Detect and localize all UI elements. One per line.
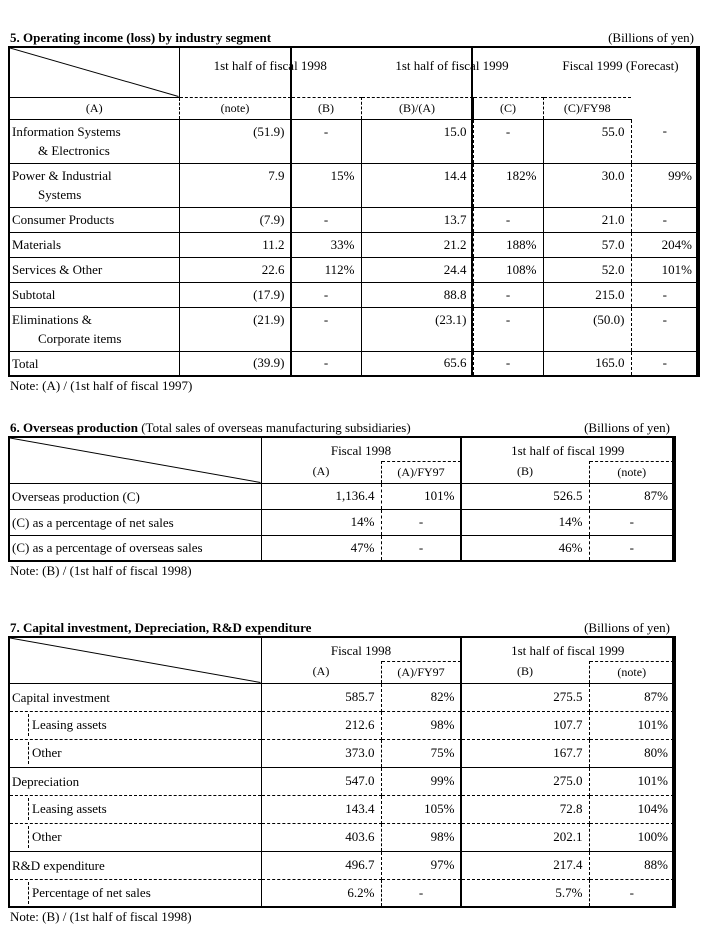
table-row <box>9 307 699 351</box>
value-cell: (21.9) <box>179 307 291 351</box>
value-cell: - <box>381 535 461 561</box>
diagonal-line-icon <box>10 438 261 483</box>
subheader-cell: (C) <box>473 97 543 119</box>
value-cell: - <box>631 119 699 163</box>
table-row <box>9 535 675 561</box>
table-row <box>9 683 675 711</box>
value-cell: - <box>629 884 634 900</box>
value-cell: (7.9) <box>179 207 291 232</box>
value-cell: 182% <box>473 163 543 207</box>
subheader-cell: (A) <box>261 661 381 683</box>
value-cell: 11.2 <box>179 232 291 257</box>
section-subtitle: (Total sales of overseas manufacturing subsidiaries) <box>141 420 411 435</box>
value-cell: 87% <box>589 683 675 711</box>
row-label-text: R&D expenditure <box>12 857 105 873</box>
header-diagonal-cell <box>9 437 261 483</box>
value-cell: 275.5 <box>461 683 589 711</box>
value-cell: 14% <box>461 509 589 535</box>
value-cell: - <box>381 509 461 535</box>
value-cell: 22.6 <box>179 257 291 282</box>
value-cell: 167.7 <box>461 739 589 767</box>
value-cell: 14% <box>261 509 381 535</box>
value-cell: 104% <box>589 795 675 823</box>
value-cell: - <box>631 351 699 376</box>
value-cell: 101% <box>381 483 461 509</box>
row-label-line1: Power & Industrial <box>12 168 112 183</box>
overseas-production-table <box>8 436 676 562</box>
value-cell: 526.5 <box>461 483 589 509</box>
value-cell: - <box>473 351 543 376</box>
table-row <box>9 282 699 307</box>
row-label <box>9 163 179 207</box>
section-title: 6. Overseas production (Total sales of overseas manufacturing subsidiaries) <box>10 420 411 435</box>
value-cell: 75% <box>381 739 461 767</box>
value-cell: - <box>629 539 634 555</box>
table-row <box>9 207 699 232</box>
row-label <box>9 282 179 307</box>
row-label <box>9 683 261 711</box>
table-row <box>9 351 699 376</box>
subheader-cell: (A)/FY97 <box>381 461 461 483</box>
value-cell: 112% <box>291 257 361 282</box>
value-cell: 217.4 <box>461 851 589 879</box>
value-cell: 101% <box>589 767 675 795</box>
value-cell: (23.1) <box>361 307 473 351</box>
value-cell: 80% <box>589 739 675 767</box>
value-cell: 496.7 <box>261 851 381 879</box>
row-label-text: Depreciation <box>12 773 80 789</box>
operating-income-table <box>8 46 700 377</box>
value-cell: 547.0 <box>261 767 381 795</box>
row-label <box>9 207 179 232</box>
units-label: (Billions of yen) <box>584 620 670 635</box>
row-label-text: (C) as a percentage of overseas sales <box>12 540 203 556</box>
table-note: Note: (A) / (1st half of fiscal 1997) <box>10 378 193 393</box>
value-cell: (50.0) <box>543 307 631 351</box>
table-row <box>9 767 675 795</box>
row-label <box>9 307 179 351</box>
value-cell: 55.0 <box>543 119 631 163</box>
section-title: 7. Capital investment, Depreciation, R&D expenditure <box>10 620 312 635</box>
row-label-line2: & Electronics <box>38 143 110 158</box>
value-cell: 47% <box>261 535 381 561</box>
value-cell: 98% <box>381 711 461 739</box>
subheader-cell: (B) <box>461 661 589 683</box>
subheader-cell: (A)/FY97 <box>381 661 461 683</box>
capital-investment-table <box>8 636 676 908</box>
value-cell: 7.9 <box>179 163 291 207</box>
row-label-text: Capital investment <box>12 689 110 705</box>
value-cell: 65.6 <box>361 351 473 376</box>
group-header: Fiscal 1998 <box>261 437 461 461</box>
value-cell: 188% <box>473 232 543 257</box>
value-cell: 13.7 <box>361 207 473 232</box>
table-row <box>9 879 675 907</box>
value-cell: 52.0 <box>543 257 631 282</box>
row-label-text: Other <box>32 829 62 844</box>
row-label <box>9 711 261 739</box>
value-cell: 105% <box>381 795 461 823</box>
value-cell: 99% <box>631 163 699 207</box>
value-cell: - <box>291 207 361 232</box>
row-label <box>9 232 179 257</box>
value-cell: 82% <box>381 683 461 711</box>
value-cell: 46% <box>461 535 589 561</box>
section-overseas-production <box>8 420 674 579</box>
row-label <box>9 351 179 376</box>
value-cell: 143.4 <box>261 795 381 823</box>
value-cell: 101% <box>631 257 699 282</box>
section-title: 5. Operating income (loss) by industry segment <box>10 30 272 45</box>
row-label-text: Leasing assets <box>32 717 107 732</box>
subheader-cell: (note) <box>589 661 675 683</box>
row-label <box>9 795 261 823</box>
value-cell: 30.0 <box>543 163 631 207</box>
table-row <box>9 119 699 163</box>
section-header <box>8 620 674 636</box>
value-cell: 403.6 <box>261 823 381 851</box>
value-cell: - <box>473 282 543 307</box>
value-cell: (17.9) <box>179 282 291 307</box>
subheader-cell: (B) <box>291 97 361 119</box>
subheader-cell: (A) <box>9 97 179 119</box>
table-row <box>9 823 675 851</box>
group-header: 1st half of fiscal 1999 <box>511 443 625 459</box>
table-row <box>9 739 675 767</box>
value-cell: 15% <box>291 163 361 207</box>
value-cell: 14.4 <box>361 163 473 207</box>
value-cell: 88% <box>589 851 675 879</box>
row-label-line1: Services & Other <box>12 262 103 277</box>
value-cell: 97% <box>381 851 461 879</box>
table-row <box>9 483 675 509</box>
value-cell: 98% <box>381 823 461 851</box>
value-cell: 24.4 <box>361 257 473 282</box>
subheader-cell: (B)/(A) <box>361 97 473 119</box>
value-cell: 204% <box>631 232 699 257</box>
table-row <box>9 851 675 879</box>
value-cell: (39.9) <box>179 351 291 376</box>
row-label-line2: Systems <box>38 187 82 202</box>
value-cell: - <box>631 307 699 351</box>
value-cell: - <box>291 307 361 351</box>
row-label <box>9 257 179 282</box>
value-cell: - <box>473 207 543 232</box>
row-label <box>9 767 261 795</box>
row-label <box>9 483 261 509</box>
row-label-line1: Consumer Products <box>12 212 115 227</box>
value-cell: 275.0 <box>461 767 589 795</box>
section-header <box>8 30 698 46</box>
value-cell: 88.8 <box>361 282 473 307</box>
group-header: Fiscal 1998 <box>261 637 461 661</box>
header-diagonal-cell <box>9 47 179 97</box>
row-label-text: Overseas production (C) <box>12 488 140 504</box>
value-cell: 15.0 <box>361 119 473 163</box>
value-cell: 87% <box>589 483 675 509</box>
value-cell: 21.0 <box>543 207 631 232</box>
row-label-line1: Information Systems <box>12 124 121 139</box>
table-row <box>9 257 699 282</box>
row-label <box>9 823 261 851</box>
diagonal-line-icon <box>10 638 261 683</box>
value-cell: 107.7 <box>461 711 589 739</box>
row-label-text: Other <box>32 745 62 760</box>
group-header: 1st half of fiscal 1998 <box>213 58 327 73</box>
value-cell: 99% <box>381 767 461 795</box>
section-capital-investment <box>8 620 674 925</box>
row-label <box>9 851 261 879</box>
units-label: (Billions of yen) <box>584 420 670 435</box>
row-label <box>9 535 261 561</box>
row-label-line1: Materials <box>12 237 62 252</box>
value-cell: 72.8 <box>461 795 589 823</box>
row-label-text: (C) as a percentage of net sales <box>12 514 174 530</box>
subheader-cell: (A) <box>261 461 381 483</box>
diagonal-line-icon <box>10 48 179 97</box>
row-label <box>9 509 261 535</box>
subheader-cell: (note) <box>589 461 675 483</box>
value-cell: 212.6 <box>261 711 381 739</box>
row-label <box>9 739 261 767</box>
value-cell: 165.0 <box>543 351 631 376</box>
value-cell: - <box>631 207 699 232</box>
subheader-cell: (C)/FY98 <box>543 97 631 119</box>
row-label-line1: Eliminations & <box>12 312 92 327</box>
row-label-line1: Subtotal <box>12 287 56 302</box>
table-row <box>9 232 699 257</box>
value-cell: - <box>473 307 543 351</box>
group-header: 1st half of fiscal 1999 <box>395 58 509 73</box>
section-header <box>8 420 674 436</box>
value-cell: 373.0 <box>261 739 381 767</box>
row-label-text: Leasing assets <box>32 801 107 816</box>
value-cell: 21.2 <box>361 232 473 257</box>
value-cell: - <box>291 282 361 307</box>
table-row <box>9 795 675 823</box>
group-header: 1st half of fiscal 1999 <box>511 643 625 659</box>
value-cell: 101% <box>589 711 675 739</box>
row-label-line1: Total <box>12 355 39 371</box>
row-label-line2: Corporate items <box>38 331 122 346</box>
value-cell: - <box>589 509 675 535</box>
value-cell: 5.7% <box>461 879 589 907</box>
value-cell: 202.1 <box>461 823 589 851</box>
value-cell: 33% <box>291 232 361 257</box>
units-label: (Billions of yen) <box>608 30 694 45</box>
row-label-text: Percentage of net sales <box>32 884 151 900</box>
subheader-cell: (B) <box>461 461 589 483</box>
row-label <box>9 879 261 907</box>
table-note: Note: (B) / (1st half of fiscal 1998) <box>10 563 192 578</box>
table-row <box>9 509 675 535</box>
subheader-cell: (note) <box>179 97 291 119</box>
section-operating-income <box>8 30 698 394</box>
row-label <box>9 119 179 163</box>
table-note: Note: (B) / (1st half of fiscal 1998) <box>10 909 192 924</box>
value-cell: (51.9) <box>179 119 291 163</box>
group-header: Fiscal 1999 (Forecast) <box>562 58 679 73</box>
value-cell: 585.7 <box>261 683 381 711</box>
value-cell: - <box>291 351 361 376</box>
value-cell: 1,136.4 <box>261 483 381 509</box>
header-diagonal-cell <box>9 637 261 683</box>
value-cell: - <box>473 119 543 163</box>
value-cell: 57.0 <box>543 232 631 257</box>
value-cell: - <box>291 119 361 163</box>
table-row <box>9 163 699 207</box>
value-cell: - <box>631 282 699 307</box>
value-cell: 215.0 <box>543 282 631 307</box>
value-cell: 108% <box>473 257 543 282</box>
table-row <box>9 711 675 739</box>
value-cell: - <box>381 879 461 907</box>
value-cell: 100% <box>589 823 675 851</box>
value-cell: 6.2% <box>261 879 381 907</box>
